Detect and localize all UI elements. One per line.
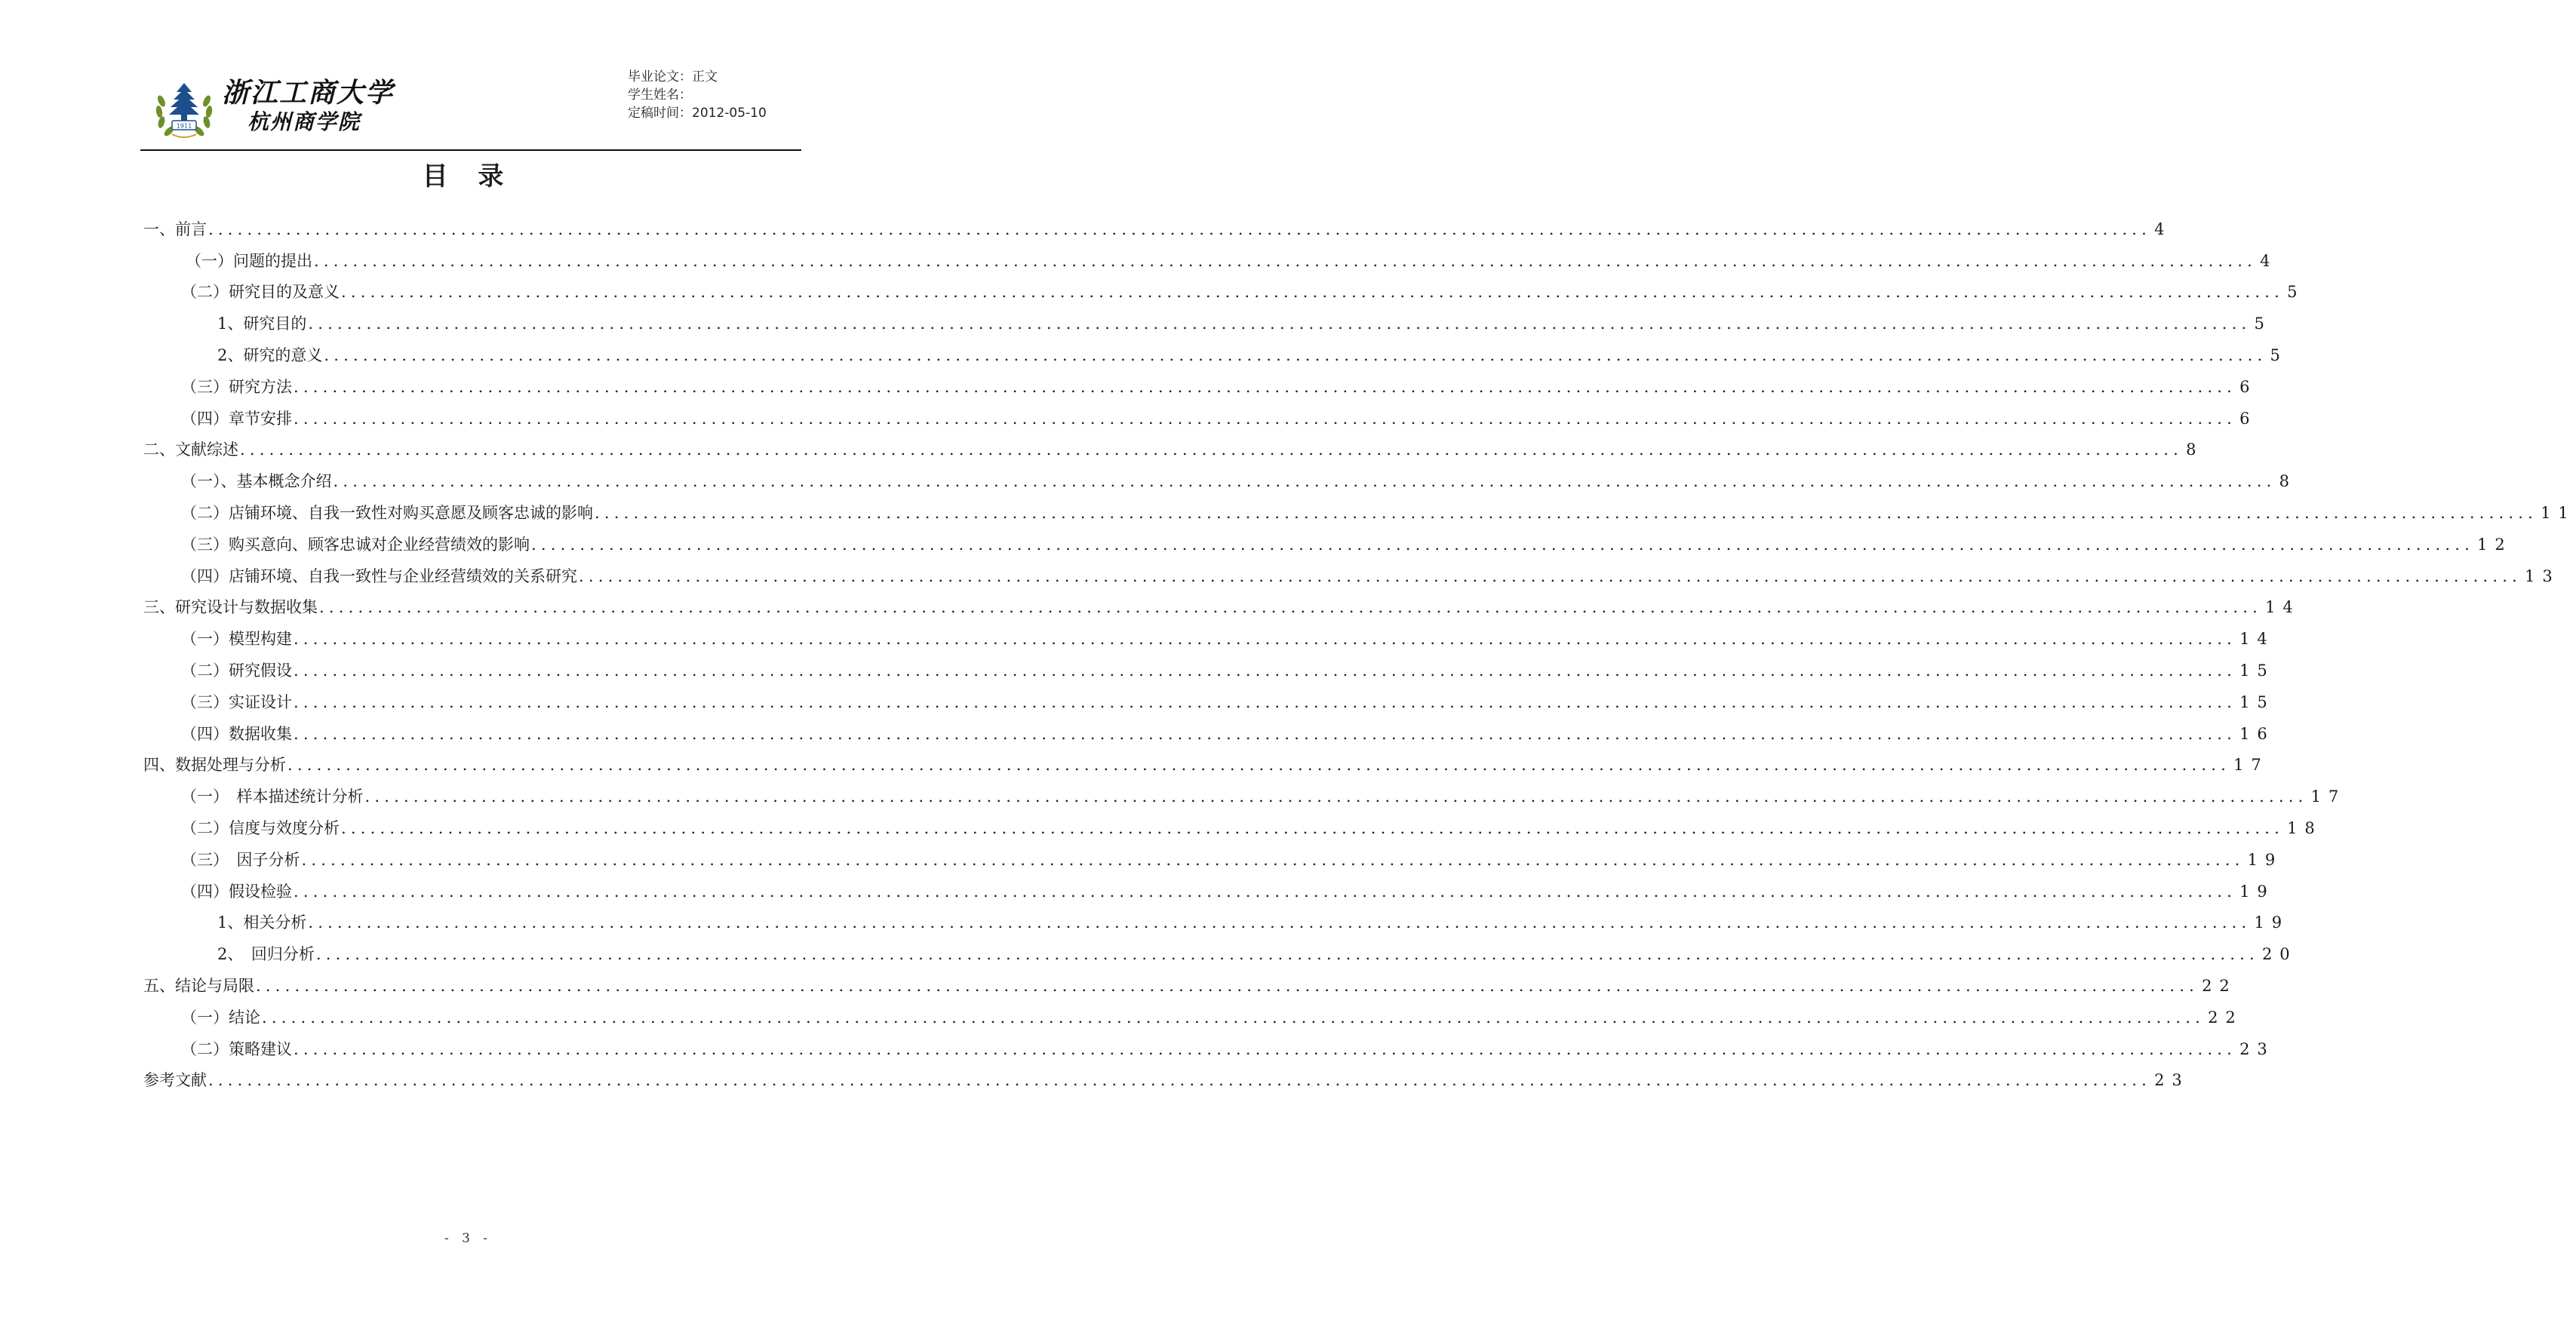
toc-leader-dots: ........................................................................................................................................................................................................	[208, 1071, 2152, 1090]
toc-leader-dots: ........................................................................................................................................................................................................	[319, 598, 2263, 617]
toc-entry-page: 5	[2287, 283, 2305, 302]
university-emblem-icon	[154, 78, 214, 140]
toc-entry-label: 2、研究的意义	[217, 344, 324, 367]
toc-entry-page: 19	[2247, 850, 2283, 869]
emblem-year: 1911	[176, 122, 192, 130]
toc-leader-dots: ........................................................................................................................................................................................................	[294, 1039, 2237, 1058]
toc-leader-dots: ........................................................................................................................................................................................................	[301, 850, 2245, 869]
toc-entry-label: （四）章节安排	[181, 407, 294, 430]
toc-entry[interactable]	[143, 965, 2237, 997]
toc-entry-label: （二）研究假设	[181, 659, 294, 682]
toc-entry-page: 15	[2239, 661, 2275, 680]
meta-student-name: 学生姓名：	[628, 87, 692, 103]
toc-entry-label: 2、 回归分析	[217, 943, 316, 965]
toc-entry[interactable]	[143, 903, 2290, 935]
toc-entry[interactable]	[143, 619, 2275, 650]
toc-leader-dots: ........................................................................................................................................................................................................	[294, 661, 2237, 680]
toc-leader-dots: ........................................................................................................................................................................................................	[262, 1008, 2206, 1027]
toc-entry-label: （三）实证设计	[181, 691, 294, 714]
toc-entry-page: 17	[2310, 787, 2347, 806]
toc-leader-dots: ........................................................................................................................................................................................................	[579, 566, 2522, 585]
toc-leader-dots: ........................................................................................................................................................................................................	[595, 503, 2538, 522]
toc-entry[interactable]	[143, 303, 2272, 335]
header-divider	[140, 149, 801, 151]
toc-entry-label: 1、研究目的	[217, 312, 308, 335]
toc-leader-dots: ........................................................................................................................................................................................................	[294, 377, 2237, 396]
toc-entry[interactable]	[143, 461, 2297, 493]
toc-leader-dots: ........................................................................................................................................................................................................	[294, 724, 2237, 743]
page-header	[140, 63, 801, 146]
toc-entry-page: 4	[2260, 251, 2278, 270]
toc-leader-dots: ........................................................................................................................................................................................................	[294, 882, 2237, 901]
toc-entry-page: 19	[2239, 882, 2275, 901]
toc-entry[interactable]	[143, 241, 2278, 272]
toc-entry[interactable]	[143, 493, 2576, 524]
toc-entry-label: 1、相关分析	[217, 911, 308, 934]
toc-entry[interactable]	[143, 367, 2258, 398]
toc-leader-dots: ........................................................................................................................................................................................................	[314, 251, 2258, 270]
toc-entry-page: 5	[2254, 315, 2272, 333]
toc-entry-page: 19	[2254, 913, 2290, 932]
toc-entry-label: 四、数据处理与分析	[143, 754, 287, 776]
toc-entry[interactable]	[143, 398, 2258, 430]
toc-leader-dots: ........................................................................................................................................................................................................	[315, 945, 2259, 964]
university-name: 浙江工商大学	[222, 77, 395, 109]
toc-leader-dots: ........................................................................................................................................................................................................	[364, 787, 2308, 806]
meta-thesis-type: 毕业论文：正文	[628, 69, 718, 84]
toc-entry-page: 22	[2208, 1008, 2243, 1027]
toc-entry[interactable]	[143, 776, 2347, 808]
toc-entry[interactable]	[143, 1061, 2190, 1092]
toc-entry-label: （四）假设检验	[181, 880, 294, 903]
toc-entry[interactable]	[143, 745, 2269, 777]
toc-entry[interactable]	[143, 272, 2305, 304]
toc-entry-page: 23	[2154, 1071, 2190, 1090]
toc-entry[interactable]	[143, 840, 2283, 871]
toc-leader-dots: ........................................................................................................................................................................................................	[294, 692, 2237, 711]
toc-leader-dots: ........................................................................................................................................................................................................	[294, 409, 2237, 428]
toc-entry-label: （二）信度与效度分析	[181, 817, 341, 840]
toc-entry-page: 12	[2477, 535, 2513, 554]
toc-entry-label: （四）数据收集	[181, 723, 294, 745]
toc-entry-label: （一）模型构建	[181, 628, 294, 650]
toc-entry-page: 15	[2239, 692, 2275, 711]
toc-entry[interactable]	[143, 808, 2322, 840]
toc-entry-label: （三）研究方法	[181, 376, 294, 398]
toc-entry-label: 五、结论与局限	[143, 975, 256, 997]
toc-entry-page: 18	[2287, 818, 2322, 837]
toc-entry-page: 11	[2541, 503, 2576, 522]
toc-leader-dots: ........................................................................................................................................................................................................	[324, 345, 2267, 364]
toc-entry-label: 参考文献	[143, 1069, 208, 1091]
toc-entry-page: 8	[2186, 440, 2204, 459]
toc-entry-label: （二）店铺环境、自我一致性对购买意愿及顾客忠诚的影响	[181, 502, 595, 524]
meta-final-date: 定稿时间：2012-05-10	[628, 106, 767, 121]
toc-leader-dots: ........................................................................................................................................................................................................	[341, 818, 2285, 837]
toc-entry-label: （二）研究目的及意义	[181, 281, 341, 303]
toc-entry-label: 三、研究设计与数据收集	[143, 596, 319, 619]
document-meta	[628, 68, 809, 122]
toc-leader-dots: ........................................................................................................................................................................................................	[256, 976, 2199, 995]
toc-entry-label: （三）购买意向、顾客忠诚对企业经营绩效的影响	[181, 533, 531, 556]
toc-entry[interactable]	[143, 335, 2288, 367]
toc-entry-page: 20	[2261, 945, 2298, 964]
toc-entry-page: 13	[2525, 566, 2560, 585]
toc-entry-label: 二、文献综述	[143, 438, 240, 461]
toc-entry-label: 一、前言	[143, 218, 208, 241]
toc-entry[interactable]	[143, 1029, 2275, 1061]
toc-entry-label: （二）策略建议	[181, 1038, 294, 1061]
toc-entry-page: 6	[2239, 377, 2258, 396]
university-subname: 杭州商学院	[247, 109, 361, 134]
toc-entry[interactable]	[143, 997, 2243, 1029]
toc-entry-label: （一）结论	[181, 1006, 262, 1029]
toc-leader-dots: ........................................................................................................................................................................................................	[240, 440, 2184, 459]
toc-entry[interactable]	[143, 524, 2513, 556]
toc-entry-page: 23	[2239, 1039, 2275, 1058]
toc-leader-dots: ........................................................................................................................................................................................................	[333, 472, 2276, 491]
university-logo-text	[222, 77, 418, 137]
toc-leader-dots: ........................................................................................................................................................................................................	[308, 315, 2252, 333]
toc-entry-page: 4	[2154, 219, 2172, 238]
toc-entry-page: 6	[2239, 409, 2258, 428]
toc-entry[interactable]	[143, 714, 2275, 745]
toc-leader-dots: ........................................................................................................................................................................................................	[208, 219, 2152, 238]
toc-entry[interactable]	[143, 588, 2301, 619]
page-number: - 3 -	[444, 1231, 493, 1246]
toc-entry-label: （三） 因子分析	[181, 849, 302, 871]
table-of-contents	[143, 209, 2576, 1091]
toc-entry[interactable]	[143, 871, 2275, 903]
toc-entry-label: （一）问题的提出	[186, 250, 314, 272]
toc-entry[interactable]	[143, 934, 2298, 965]
toc-entry-page: 14	[2239, 630, 2275, 649]
toc-entry[interactable]	[143, 430, 2204, 462]
toc-leader-dots: ........................................................................................................................................................................................................	[531, 535, 2475, 554]
toc-entry-page: 22	[2202, 976, 2237, 995]
toc-leader-dots: ........................................................................................................................................................................................................	[308, 913, 2252, 932]
toc-entry-page: 14	[2265, 598, 2301, 617]
toc-entry[interactable]	[143, 650, 2275, 682]
toc-entry[interactable]	[143, 556, 2560, 588]
toc-entry-page: 8	[2279, 472, 2297, 491]
toc-leader-dots: ........................................................................................................................................................................................................	[294, 630, 2237, 649]
toc-entry-label: （一）、基本概念介绍	[181, 470, 334, 493]
toc-entry[interactable]	[143, 682, 2275, 714]
toc-leader-dots: ........................................................................................................................................................................................................	[341, 283, 2285, 302]
toc-entry-page: 16	[2239, 724, 2275, 743]
toc-entry-page: 5	[2270, 345, 2288, 364]
toc-entry-page: 17	[2233, 756, 2269, 775]
toc-entry-label: （一） 样本描述统计分析	[181, 785, 365, 808]
toc-leader-dots: ........................................................................................................................................................................................................	[287, 756, 2231, 775]
toc-entry[interactable]	[143, 209, 2172, 241]
toc-entry-label: （四）店铺环境、自我一致性与企业经营绩效的关系研究	[181, 565, 579, 588]
toc-title: 目 录	[422, 161, 515, 192]
